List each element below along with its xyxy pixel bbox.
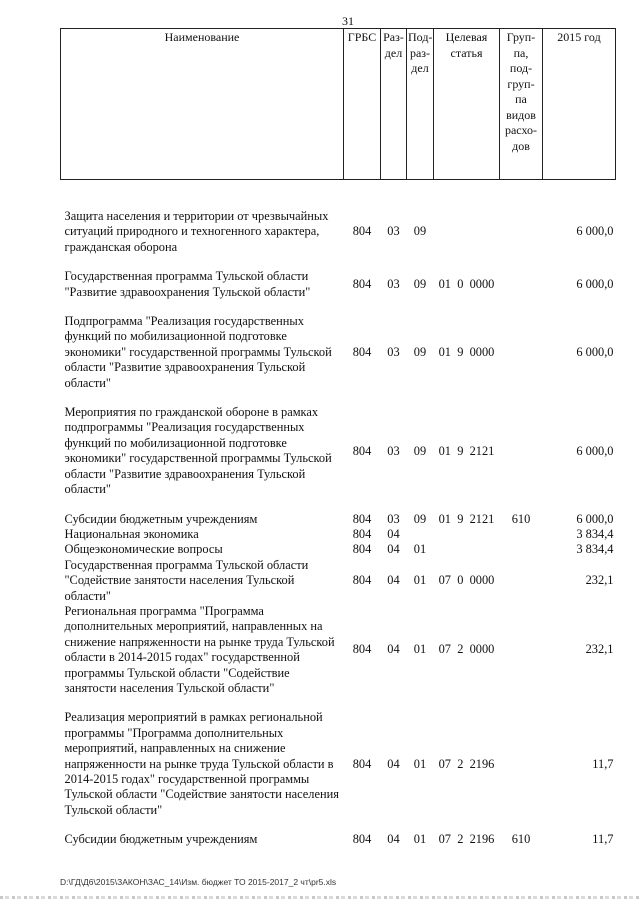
cell-podrazdel: 09 xyxy=(413,224,427,239)
cell-name: Защита населения и территории от чрезвычайных ситуаций природного и техногенного характера, гражданская оборона xyxy=(64,209,329,254)
gap-cell xyxy=(61,391,616,405)
row-gap xyxy=(61,300,616,314)
gap-cell xyxy=(61,255,616,269)
cell-name: Государственная программа Тульской области "Развитие здравоохранения Тульской области" xyxy=(64,269,311,299)
cell-target-article: 01 9 2121 xyxy=(438,511,495,526)
cell-target-article xyxy=(434,542,500,557)
cell-razdel: 04 xyxy=(387,542,400,557)
cell-amount-2015: 11,7 xyxy=(592,832,614,847)
cell-grbs: 804 xyxy=(352,443,372,458)
cell-amount-2015: 6 000,0 xyxy=(576,511,614,526)
file-path-footer: D:\ГД\Д6\2015\ЗАКОН\ЗАС_14\Изм. бюджет ТО 2015-2017_2 чт\pr5.xls xyxy=(60,877,337,887)
row-gap xyxy=(61,255,616,269)
cell-razdel: 04 xyxy=(387,756,400,771)
header-spacer-row xyxy=(61,180,616,210)
cell-grbs: 804 xyxy=(352,542,372,557)
cell-target-article: 07 2 0000 xyxy=(438,642,495,657)
cell-amount-2015: 232,1 xyxy=(585,573,614,588)
row-gap xyxy=(61,391,616,405)
cell-expense-group xyxy=(500,710,543,818)
cell-expense-group xyxy=(500,269,543,300)
cell-name: Государственная программа Тульской области "Содействие занятости населения Тульской области" xyxy=(64,557,309,603)
cell-target-article xyxy=(434,527,500,542)
table-row xyxy=(61,832,616,847)
cell-grbs: 804 xyxy=(352,224,372,239)
cell-podrazdel: 01 xyxy=(413,832,427,847)
header-expense-group: Груп- па, под- груп- па видов расхо- дов xyxy=(500,29,543,180)
cell-target-article: 07 2 2196 xyxy=(438,832,495,847)
cell-name: Мероприятия по гражданской обороне в рамках подпрограммы "Реализация государственных функций по мобилизационной подготовке экономики" государственной программы Тульской области "Развитие здравоохранения Тульской области" xyxy=(64,405,332,497)
cell-amount-2015: 6 000,0 xyxy=(576,443,614,458)
cell-podrazdel: 01 xyxy=(413,542,427,557)
cell-expense-group: 610 xyxy=(511,832,531,847)
budget-table xyxy=(60,28,616,848)
table-row xyxy=(61,269,616,300)
table-row xyxy=(61,558,616,604)
cell-razdel: 03 xyxy=(387,344,400,359)
cell-grbs: 804 xyxy=(352,276,372,291)
cell-expense-group xyxy=(500,209,543,255)
cell-podrazdel: 01 xyxy=(413,573,427,588)
cell-razdel: 03 xyxy=(387,511,400,526)
cell-podrazdel: 09 xyxy=(413,511,427,526)
cell-expense-group xyxy=(500,558,543,604)
cell-name: Реализация мероприятий в рамках региональной программы "Программа дополнительных мероприятий, направленных на снижение напряженности на рынке труда Тульской области в 2014-2015 годах" государственной программы Тульской области "Содействие занятости населения Тульской области" xyxy=(64,710,339,817)
cell-grbs: 804 xyxy=(352,511,372,526)
table-row xyxy=(61,512,616,527)
cell-name: Национальная экономика xyxy=(64,526,199,541)
budget-table-container xyxy=(60,28,615,848)
cell-amount-2015: 3 834,4 xyxy=(576,542,614,557)
cell-grbs: 804 xyxy=(352,642,372,657)
header-razdel: Раз- дел xyxy=(381,29,407,180)
table-header-row xyxy=(61,29,616,180)
cell-target-article: 07 0 0000 xyxy=(438,573,495,588)
cell-target-article: 01 9 2121 xyxy=(438,443,495,458)
page-number: 31 xyxy=(342,14,354,28)
table-row xyxy=(61,710,616,818)
cell-name: Региональная программа "Программа дополнительных мероприятий, направленных на снижение напряженности на рынке труда Тульской области в 2014-2015 годах" государственной программы Тульской области "Содействие занятости населения Тульской области" xyxy=(64,603,335,695)
cell-expense-group xyxy=(500,542,543,557)
gap-cell xyxy=(61,300,616,314)
cell-expense-group xyxy=(500,604,543,696)
cell-podrazdel: 01 xyxy=(413,756,427,771)
cell-grbs: 804 xyxy=(352,344,372,359)
table-body xyxy=(61,180,616,848)
cell-razdel: 04 xyxy=(387,832,400,847)
cell-amount-2015: 3 834,4 xyxy=(576,526,614,541)
header-year-2015: 2015 год xyxy=(543,29,616,180)
cell-name: Подпрограмма "Реализация государственных функций по мобилизационной подготовке экономики" государственной программы Тульской области "Развитие здравоохранения Тульской области" xyxy=(64,314,332,390)
cell-podrazdel: 09 xyxy=(413,443,427,458)
cell-expense-group xyxy=(500,314,543,391)
header-grbs: ГРБС xyxy=(344,29,381,180)
table-row xyxy=(61,209,616,255)
cell-grbs: 804 xyxy=(352,573,372,588)
table-row xyxy=(61,604,616,696)
cell-name: Субсидии бюджетным учреждениям xyxy=(64,511,258,526)
gap-cell xyxy=(61,498,616,512)
scan-artifact-line xyxy=(0,896,640,899)
cell-podrazdel: 09 xyxy=(413,276,427,291)
table-row xyxy=(61,405,616,497)
cell-amount-2015: 6 000,0 xyxy=(576,276,614,291)
cell-razdel: 03 xyxy=(387,276,400,291)
table-row xyxy=(61,314,616,391)
cell-razdel: 03 xyxy=(387,224,400,239)
header-podrazdel: Под- раз- дел xyxy=(407,29,434,180)
cell-name: Субсидии бюджетным учреждениям xyxy=(64,832,258,847)
cell-grbs: 804 xyxy=(352,832,372,847)
cell-amount-2015: 6 000,0 xyxy=(576,344,614,359)
cell-grbs: 804 xyxy=(352,756,372,771)
cell-grbs: 804 xyxy=(352,526,372,541)
table-row xyxy=(61,542,616,557)
cell-podrazdel: 01 xyxy=(413,642,427,657)
gap-cell xyxy=(61,180,616,210)
gap-cell xyxy=(61,818,616,832)
header-name: Наименование xyxy=(61,29,344,180)
cell-target-article: 01 0 0000 xyxy=(438,276,495,291)
cell-podrazdel: 09 xyxy=(413,344,427,359)
cell-expense-group xyxy=(500,527,543,542)
cell-razdel: 04 xyxy=(387,642,400,657)
row-gap xyxy=(61,498,616,512)
cell-razdel: 04 xyxy=(387,526,400,541)
cell-target-article: 01 9 0000 xyxy=(438,344,495,359)
cell-amount-2015: 6 000,0 xyxy=(576,224,614,239)
cell-name: Общеэкономические вопросы xyxy=(64,542,223,557)
row-gap xyxy=(61,696,616,710)
cell-amount-2015: 11,7 xyxy=(592,756,614,771)
cell-razdel: 04 xyxy=(387,573,400,588)
cell-target-article xyxy=(434,209,500,255)
gap-cell xyxy=(61,696,616,710)
cell-expense-group xyxy=(500,405,543,497)
cell-podrazdel xyxy=(407,527,434,542)
cell-expense-group: 610 xyxy=(511,511,531,526)
cell-razdel: 03 xyxy=(387,443,400,458)
header-target-article: Целевая статья xyxy=(434,29,500,180)
cell-target-article: 07 2 2196 xyxy=(438,756,495,771)
row-gap xyxy=(61,818,616,832)
cell-amount-2015: 232,1 xyxy=(585,642,614,657)
table-row xyxy=(61,527,616,542)
